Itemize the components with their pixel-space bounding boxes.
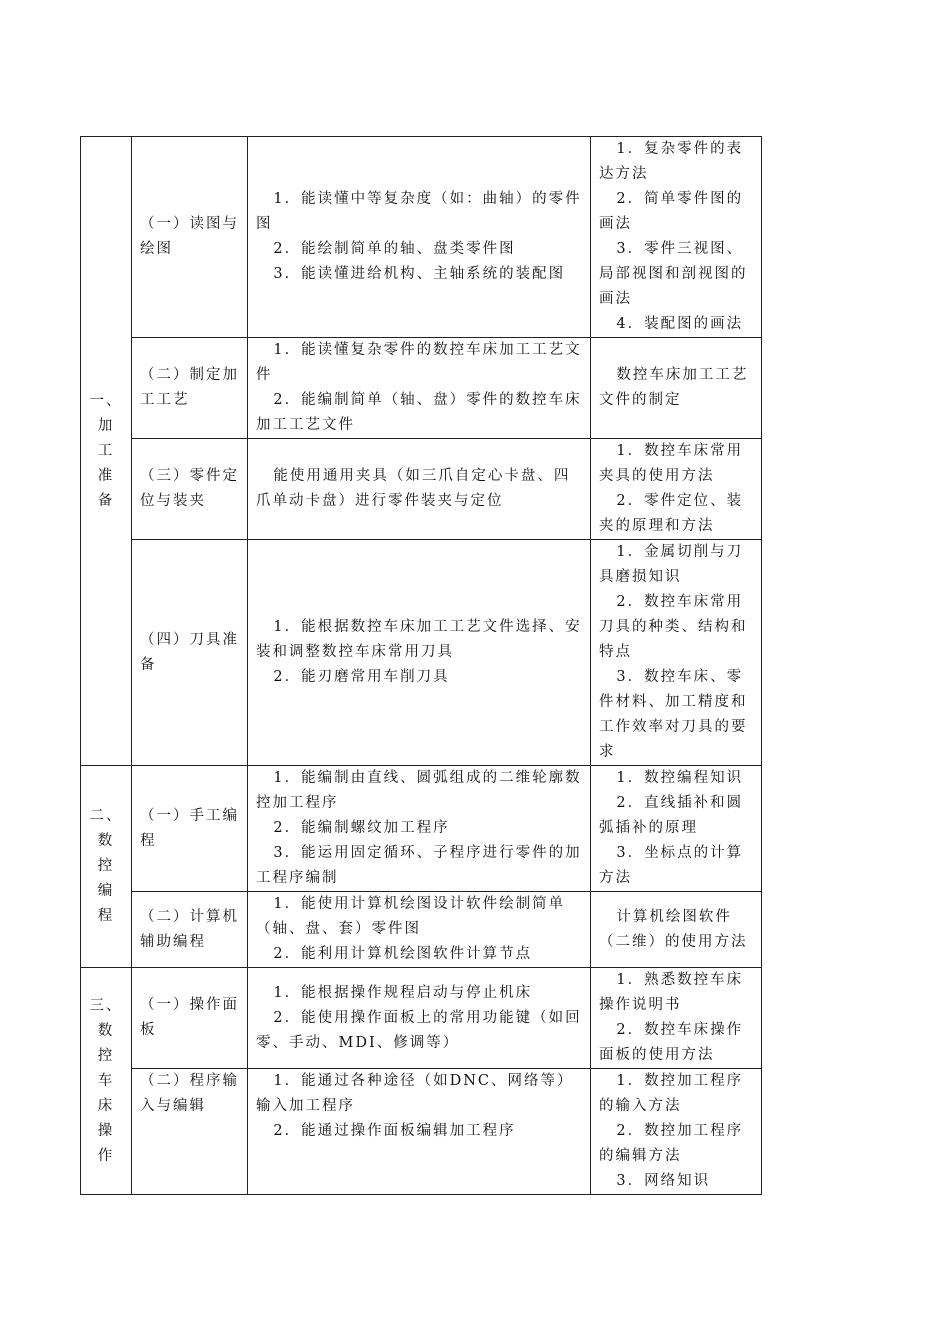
- table-row: [81, 338, 762, 439]
- skills-cell: 1．能使用计算机绘图设计软件绘制简单（轴、盘、套）零件图 2．能利用计算机绘图软件计算节点: [248, 892, 591, 968]
- skills-cell: 1．能根据操作规程启动与停止机床 2．能使用操作面板上的常用功能键（如回零、手动、MDI、修调等）: [248, 968, 591, 1069]
- sub-item-cell: （二）计算机辅助编程: [132, 892, 248, 968]
- knowledge-cell: 1．金属切削与刀具磨损知识 2．数控车床常用刀具的种类、结构和特点 3．数控车床、零件材料、加工精度和工作效率对刀具的要求: [591, 540, 762, 766]
- sub-item-cell: （三）零件定位与装夹: [132, 439, 248, 540]
- group-cell: [81, 137, 132, 766]
- sub-item-cell: （二）程序输入与编辑: [132, 1069, 248, 1195]
- knowledge-cell: 1．数控加工程序的输入方法 2．数控加工程序的编辑方法 3．网络知识: [591, 1069, 762, 1195]
- group-label: 二、 数 控 编 程: [89, 808, 123, 924]
- table-row: [81, 439, 762, 540]
- knowledge-cell: 计算机绘图软件（二维）的使用方法: [591, 892, 762, 968]
- group-cell: [81, 968, 132, 1195]
- skills-cell: 1．能读懂复杂零件的数控车床加工工艺文件 2．能编制简单（轴、盘）零件的数控车床加工工艺文件: [248, 338, 591, 439]
- skills-cell: 1．能根据数控车床加工工艺文件选择、安装和调整数控车床常用刀具 2．能刃磨常用车削刀具: [248, 540, 591, 766]
- sub-item-cell: （四）刀具准备: [132, 540, 248, 766]
- sub-item-cell: （一）手工编程: [132, 766, 248, 892]
- group-cell: [81, 766, 132, 968]
- knowledge-cell: 数控车床加工工艺文件的制定: [591, 338, 762, 439]
- group-label: 三、 数 控 车 床 操 作: [89, 997, 123, 1164]
- sub-item-cell: （一）操作面板: [132, 968, 248, 1069]
- skills-cell: 能使用通用夹具（如三爪自定心卡盘、四爪单动卡盘）进行零件装夹与定位: [248, 439, 591, 540]
- knowledge-cell: 1．数控车床常用夹具的使用方法 2．零件定位、装夹的原理和方法: [591, 439, 762, 540]
- sub-item-cell: （二）制定加工工艺: [132, 338, 248, 439]
- knowledge-cell: 1．复杂零件的表达方法 2．简单零件图的画法 3．零件三视图、局部视图和剖视图的画法 4．装配图的画法: [591, 137, 762, 338]
- sub-item-cell: （一）读图与绘图: [132, 137, 248, 338]
- skills-table: [80, 136, 762, 1195]
- group-label: 一、 加 工 准 备: [89, 392, 123, 509]
- knowledge-cell: 1．熟悉数控车床操作说明书 2．数控车床操作面板的使用方法: [591, 968, 762, 1069]
- table-row: [81, 766, 762, 892]
- table-row: [81, 968, 762, 1069]
- table-row: [81, 1069, 762, 1195]
- skills-cell: 1．能通过各种途径（如DNC、网络等）输入加工程序 2．能通过操作面板编辑加工程序: [248, 1069, 591, 1195]
- table-row: [81, 137, 762, 338]
- skills-cell: 1．能读懂中等复杂度（如：曲轴）的零件图 2．能绘制简单的轴、盘类零件图 3．能读懂进给机构、主轴系统的装配图: [248, 137, 591, 338]
- skills-cell: 1．能编制由直线、圆弧组成的二维轮廓数控加工程序 2．能编制螺纹加工程序 3．能运用固定循环、子程序进行零件的加工程序编制: [248, 766, 591, 892]
- table-row: [81, 892, 762, 968]
- table-row: [81, 540, 762, 766]
- knowledge-cell: 1．数控编程知识 2．直线插补和圆弧插补的原理 3．坐标点的计算方法: [591, 766, 762, 892]
